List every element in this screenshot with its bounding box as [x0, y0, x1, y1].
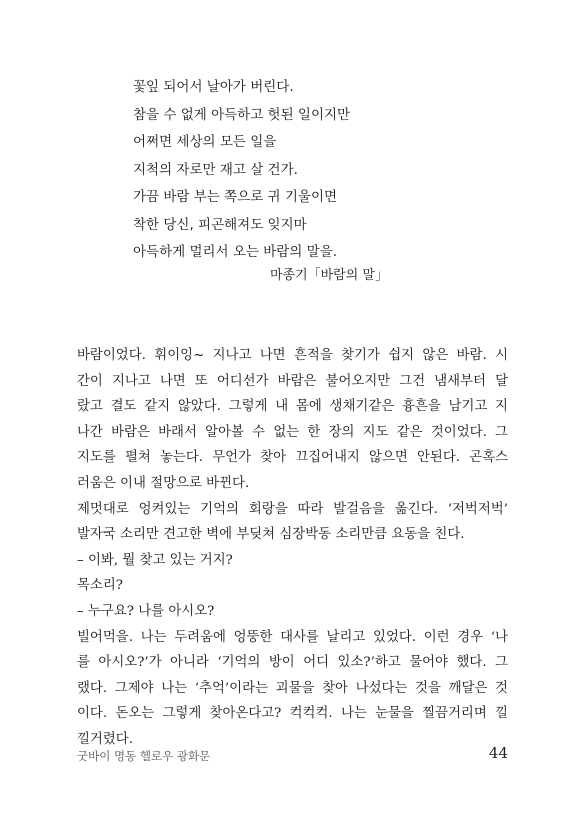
poem-line: 착한 당신, 피곤해져도 잊지마 [133, 216, 307, 233]
prose-line: – 이봐, 뭘 찾고 있는 거지? [77, 552, 233, 568]
epigraph-poem [133, 74, 493, 267]
prose-line: 간이 지나고 나면 또 어디선가 바람은 불어오지만 그건 냄새부터 달 [77, 373, 508, 389]
prose-line: 지도를 펼쳐 놓는다. 무언가 찾아 끄집어내지 않으면 안된다. 곤혹스 [77, 450, 508, 466]
prose-line: 를 아시오?’가 아니라 ‘기억의 방이 어디 있소?’하고 물어야 했다. 그 [77, 655, 508, 671]
prose-line: 랐고 결도 같지 않았다. 그렇게 내 몸에 생채기같은 흉흔을 남기고 지 [77, 399, 508, 415]
prose-line: 빌어먹을. 나는 두려움에 엉뚱한 대사를 날리고 있었다. 이런 경우 ‘나 [77, 629, 508, 645]
prose-line: – 누구요? 나를 아시오? [77, 603, 215, 619]
prose-line: 이다. 돈오는 그렇게 찾아온다고? 컥컥컥. 나는 눈물을 찔끔거리며 낄 [77, 706, 508, 722]
prose-line: 제멋대로 엉켜있는 기억의 회랑을 따라 발걸음을 옮긴다. ‘저벅저벅’ [77, 501, 508, 517]
poem-line: 가끔 바람 부는 쪽으로 귀 기울이면 [133, 189, 338, 205]
prose-line: 발자국 소리만 견고한 벽에 부딪쳐 심장박동 소리만큼 요동을 친다. [77, 527, 465, 543]
prose-line: 바람이었다. 휘이잉~ 지나고 나면 흔적을 찾기가 쉽지 않은 바람. 시 [77, 348, 508, 363]
prose-line: 낄거렸다. [77, 731, 133, 747]
running-footer-title: 굿바이 명동 헬로우 광화문 [77, 749, 211, 763]
prose-line: 나간 바람은 바래서 알아볼 수 없는 한 장의 지도 같은 것이었다. 그 [77, 424, 508, 440]
prose-line: 랬다. 그제야 나는 ‘추억’이라는 괴물을 찾아 나섰다는 것을 깨달은 것 [77, 680, 508, 696]
poem-line: 참을 수 없게 아득하고 헛된 일이지만 [133, 106, 351, 123]
poem-line: 아득하게 멀리서 오는 바람의 말을. [133, 244, 338, 260]
poem-line: 지척의 자로만 재고 살 건가. [133, 161, 298, 178]
prose-line: 목소리? [77, 578, 123, 594]
poem-line: 어쩌면 세상의 모든 일을 [133, 134, 277, 150]
prose-line: 러움은 이내 절망으로 바뀐다. [77, 475, 250, 491]
poem-line: 꽃잎 되어서 날아가 버린다. [133, 79, 294, 95]
page-number: 44 [488, 744, 508, 762]
poem-attribution: 마종기「바람의 말」 [269, 268, 388, 283]
prose-body [77, 343, 508, 753]
